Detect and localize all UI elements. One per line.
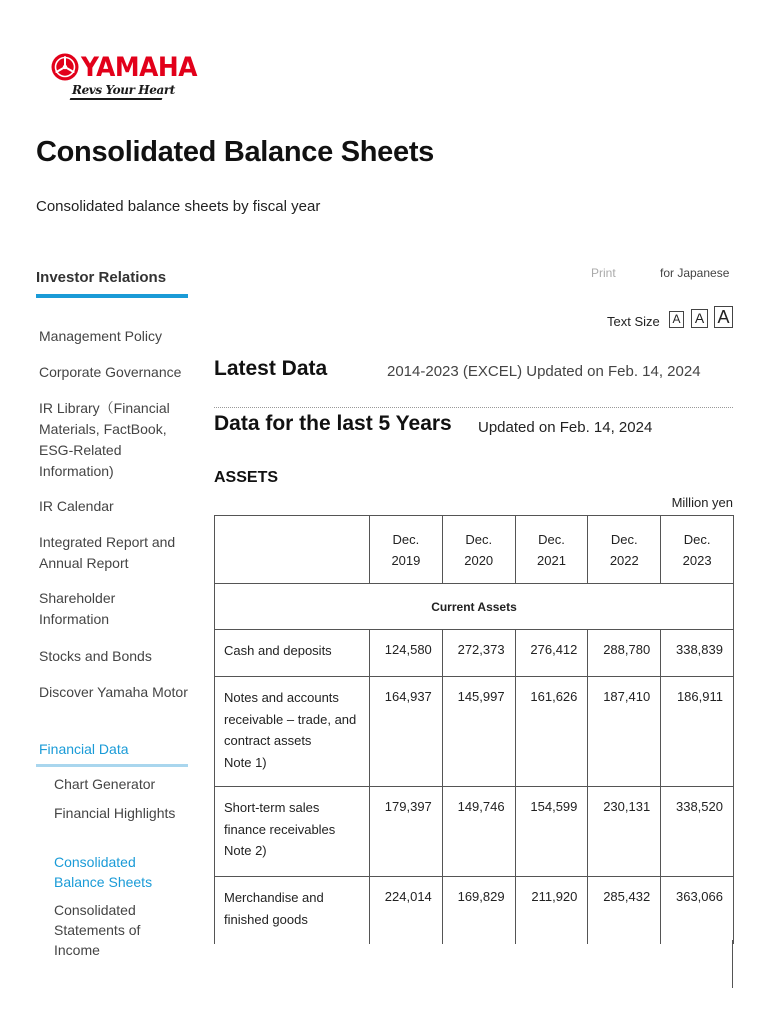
sidebar-item-ir-library[interactable]: IR Library（Financial Materials, FactBook, ESG-Related Information)	[39, 400, 170, 479]
sidebar-item-shareholder-information[interactable]: Shareholder Information	[39, 590, 116, 627]
column-header	[661, 516, 734, 584]
sidebar-heading[interactable]: Investor Relations	[36, 262, 188, 298]
row-label-text: Merchandise and finished goods	[224, 890, 324, 927]
assets-table	[214, 515, 734, 947]
column-year: 2019	[391, 552, 421, 568]
table-cell: 230,131	[588, 787, 661, 877]
unit-label: Million yen	[671, 495, 733, 510]
table-cell: 154,599	[515, 787, 588, 877]
table-cell: 145,997	[442, 677, 515, 787]
table-cell: 187,410	[588, 677, 661, 787]
sidebar-item-financial-data[interactable]: Financial Data	[39, 741, 129, 757]
sidebar-subitem-financial-highlights[interactable]: Financial Highlights	[54, 805, 176, 821]
row-label	[215, 630, 370, 677]
column-month: Dec.	[538, 531, 565, 547]
logo-tagline-underline	[70, 98, 163, 100]
sidebar-item-integrated-report[interactable]: Integrated Report and Annual Report	[39, 534, 176, 571]
text-size-small-button[interactable]: A	[669, 311, 684, 328]
latest-data-heading: Latest Data	[214, 357, 328, 380]
table-cell: 211,920	[515, 877, 588, 947]
sidebar-subitem-consolidated-balance-sheets[interactable]: Consolidated Balance Sheets	[54, 854, 153, 890]
text-size-label: Text Size	[607, 314, 660, 329]
yamaha-logo[interactable]	[50, 52, 198, 104]
sidebar-item-stocks-and-bonds[interactable]: Stocks and Bonds	[39, 648, 152, 664]
column-year: 2023	[682, 552, 712, 568]
row-label	[215, 677, 370, 787]
table-cell: 186,911	[661, 677, 734, 787]
section-label: Current Assets	[215, 584, 734, 630]
table-cell: 338,520	[661, 787, 734, 877]
table-cell: 272,373	[442, 630, 515, 677]
table-cell: 149,746	[442, 787, 515, 877]
section-divider	[214, 407, 733, 408]
row-label-text: Cash and deposits	[224, 643, 332, 658]
logo-tagline: Revs Your Heart	[72, 83, 175, 97]
table-cell: 179,397	[370, 787, 443, 877]
sidebar-item-discover-yamaha-motor[interactable]: Discover Yamaha Motor	[39, 684, 188, 700]
sidebar-item-ir-calendar[interactable]: IR Calendar	[39, 498, 114, 514]
page-title: Consolidated Balance Sheets	[36, 136, 435, 168]
japanese-link[interactable]: for Japanese	[660, 266, 730, 280]
column-year: 2020	[464, 552, 494, 568]
table-cell: 164,937	[370, 677, 443, 787]
table-cell: 285,432	[588, 877, 661, 947]
sidebar-item-management-policy[interactable]: Management Policy	[39, 328, 162, 344]
five-years-heading: Data for the last 5 Years	[214, 412, 452, 435]
table-cell: 338,839	[661, 630, 734, 677]
text-size-medium-button[interactable]: A	[691, 309, 708, 328]
row-note: Note 1)	[224, 754, 267, 770]
section-row	[215, 584, 734, 630]
row-label-text: Notes and accounts receivable – trade, and contract assets	[224, 690, 357, 748]
column-header	[442, 516, 515, 584]
column-month: Dec.	[465, 531, 493, 547]
table-header-corner	[215, 516, 370, 584]
column-header	[515, 516, 588, 584]
latest-data-excel-link[interactable]: 2014-2023 (EXCEL) Updated on Feb. 14, 2024	[387, 363, 701, 380]
column-header	[370, 516, 443, 584]
table-right-border	[732, 940, 733, 988]
table-row	[215, 630, 734, 677]
table-cell: 224,014	[370, 877, 443, 947]
column-year: 2022	[609, 552, 639, 568]
tuning-fork-emblem-icon	[50, 52, 80, 82]
row-label	[215, 877, 370, 947]
table-cell: 288,780	[588, 630, 661, 677]
table-cell: 161,626	[515, 677, 588, 787]
table-header-row	[215, 516, 734, 584]
logo-wordmark: YAMAHA	[81, 52, 198, 83]
sidebar-subitem-consolidated-statements-of-income[interactable]: Consolidated Statements of Income	[54, 902, 141, 958]
page-subtitle: Consolidated balance sheets by fiscal year	[36, 198, 321, 215]
column-month: Dec.	[683, 531, 711, 547]
column-year: 2021	[537, 552, 566, 568]
column-month: Dec.	[392, 531, 420, 547]
sidebar-subitem-chart-generator[interactable]: Chart Generator	[54, 776, 156, 792]
row-note: Note 2)	[224, 843, 267, 858]
row-label-text: Short-term sales finance receivables	[224, 800, 336, 837]
table-cutoff-mask	[200, 944, 740, 1024]
table-cell: 276,412	[515, 630, 588, 677]
row-label	[215, 787, 370, 877]
sidebar-nav	[36, 262, 188, 958]
table-cell: 169,829	[442, 877, 515, 947]
table-cell: 124,580	[370, 630, 443, 677]
table-row	[215, 677, 734, 787]
assets-heading: ASSETS	[214, 469, 279, 486]
sidebar-active-underline	[36, 764, 188, 767]
table-cell: 363,066	[661, 877, 734, 947]
print-link[interactable]: Print	[591, 266, 616, 280]
text-size-large-button[interactable]: A	[714, 306, 733, 328]
table-row	[215, 877, 734, 947]
table-row	[215, 787, 734, 877]
sidebar-item-corporate-governance[interactable]: Corporate Governance	[39, 364, 182, 380]
column-header	[588, 516, 661, 584]
five-years-updated: Updated on Feb. 14, 2024	[478, 419, 653, 436]
column-month: Dec.	[610, 531, 638, 547]
